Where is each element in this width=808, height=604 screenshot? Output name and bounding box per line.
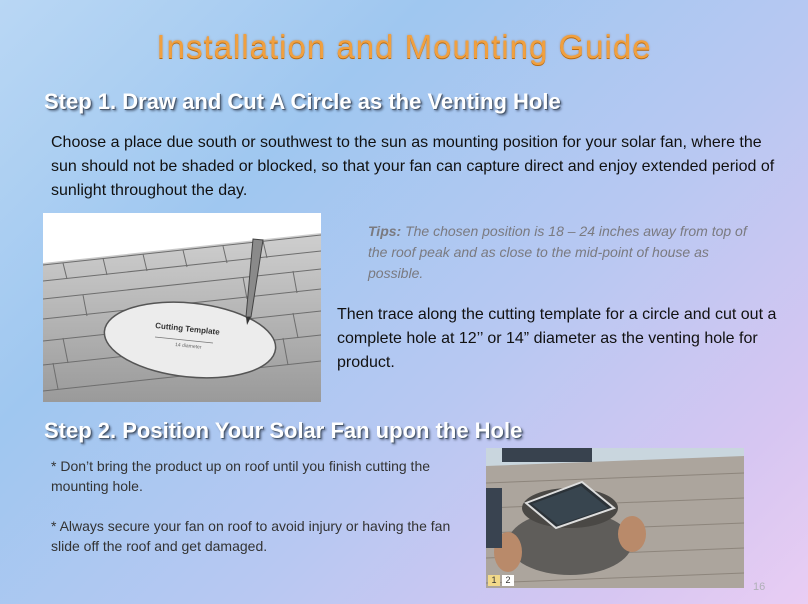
step1-trace-text: Then trace along the cutting template for a circle and cut out a complete hole at 12’’ or 14” diameter as the venting hole for product. bbox=[337, 306, 777, 371]
solar-fan-photo-svg bbox=[486, 448, 744, 588]
roof-template-illustration bbox=[43, 213, 321, 402]
tips-text bbox=[368, 221, 768, 284]
step2-notes bbox=[51, 456, 471, 576]
note-item: * Don’t bring the product up on roof until you finish cutting the mounting hole. bbox=[51, 458, 431, 494]
page-number: 16 bbox=[753, 581, 766, 593]
step2-heading: Step 2. Position Your Solar Fan upon the Hole bbox=[44, 418, 523, 443]
roof-illustration-svg bbox=[43, 213, 321, 402]
thumbnail-1[interactable]: 1 bbox=[488, 575, 500, 586]
tips-label: Tips: bbox=[368, 223, 402, 239]
template-label: Cutting Template bbox=[154, 321, 221, 337]
step1-heading: Step 1. Draw and Cut A Circle as the Venting Hole bbox=[44, 89, 561, 114]
note-item: * Always secure your fan on roof to avoid injury or having the fan slide off the roof and get damaged. bbox=[51, 518, 451, 554]
photo-thumbnail-bar bbox=[486, 574, 516, 588]
thumbnail-2[interactable]: 2 bbox=[502, 575, 514, 586]
worker-shirt bbox=[502, 448, 592, 462]
worker-right-hand bbox=[618, 516, 646, 552]
slide-title: Installation and Mounting Guide bbox=[156, 28, 652, 65]
tips-body: The chosen position is 18 – 24 inches away from top of the roof peak and as close to the mid-point of house as possible. bbox=[368, 223, 747, 281]
solar-fan-photo bbox=[486, 448, 744, 588]
step1-intro-text: Choose a place due south or southwest to the sun as mounting position for your solar fan, where the sun should not be shaded or blocked, so that your fan can capture direct and enjoy extended period of sunlight throughout the day. bbox=[51, 134, 775, 199]
template-sublabel: 14 diameter bbox=[174, 342, 202, 351]
